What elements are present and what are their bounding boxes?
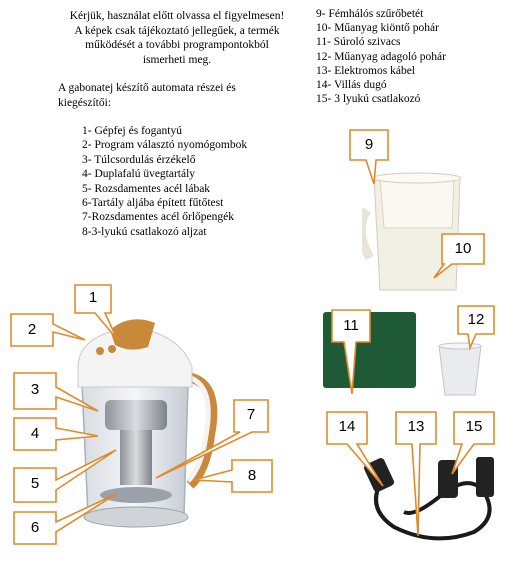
callout-number: 7 <box>246 406 256 423</box>
callout-number: 9 <box>364 136 374 153</box>
list-item: 9- Fémhálós szűrőbetét <box>316 8 424 20</box>
list-item: 5- Rozsdamentes acél lábak <box>82 182 211 195</box>
parts-list <box>82 124 247 239</box>
parts-heading <box>58 81 298 110</box>
callout-number: 5 <box>30 475 40 492</box>
list-item: 15- 3 lyukú csatlakozó <box>316 93 421 106</box>
intro-notice <box>58 9 296 67</box>
list-item: 14- Villás dugó <box>316 79 387 92</box>
callout-number: 1 <box>88 289 98 306</box>
list-item: 3- Túlcsordulás érzékelő <box>82 153 196 166</box>
callout-13 <box>394 410 440 540</box>
callout-number: 2 <box>27 321 37 338</box>
measuring-cup-image <box>436 342 484 398</box>
callout-11 <box>330 308 380 398</box>
callout-9 <box>348 128 398 188</box>
list-item: 12- Műanyag adagoló pohár <box>316 50 446 63</box>
list-item: 6-Tartály aljába épített fűtőtest <box>82 197 224 210</box>
callout-14 <box>325 410 387 490</box>
intro-line: A képek csak tájékoztató jellegűek, a termék <box>74 24 280 37</box>
list-item: 8-3-lyukú csatlakozó aljzat <box>82 225 207 238</box>
callout-8 <box>192 458 274 498</box>
parts-heading-line: A gabonatej készítő automata részei és <box>58 82 236 94</box>
list-item: 13- Elektromos kábel <box>316 64 416 77</box>
parts-heading-line: kiegészítői: <box>58 96 112 109</box>
list-item: 7-Rozsdamentes acél őrlőpengék <box>82 211 234 224</box>
callout-6 <box>12 492 122 548</box>
callout-number: 12 <box>467 311 485 328</box>
callout-number: 4 <box>30 425 40 442</box>
intro-line: ismerheti meg. <box>142 53 212 66</box>
callout-12 <box>456 304 496 350</box>
callout-number: 11 <box>343 317 359 334</box>
accessories-list <box>316 7 446 106</box>
list-item: 2- Program választó nyomógombok <box>82 139 248 152</box>
callout-number: 14 <box>338 418 356 435</box>
callout-number: 10 <box>454 240 472 257</box>
list-item: 11- Súroló szivacs <box>316 36 401 49</box>
callout-10 <box>430 232 486 282</box>
callout-number: 6 <box>30 519 40 536</box>
list-item: 10- Műanyag kiöntő pohár <box>316 22 439 35</box>
callout-2 <box>9 312 89 350</box>
callout-number: 3 <box>30 381 40 398</box>
callout-number: 15 <box>465 418 483 435</box>
callout-15 <box>440 410 496 478</box>
callout-number: 13 <box>407 418 425 435</box>
intro-line: Kérjük, használat előtt olvassa el figyelmesen! <box>69 10 285 22</box>
list-item: 1- Gépfej és fogantyú <box>82 125 182 137</box>
intro-line: működését a további programpontokból <box>85 39 269 51</box>
list-item: 4- Duplafalú üvegtartály <box>82 168 196 181</box>
callout-number: 8 <box>247 467 257 484</box>
callout-3 <box>12 371 102 417</box>
